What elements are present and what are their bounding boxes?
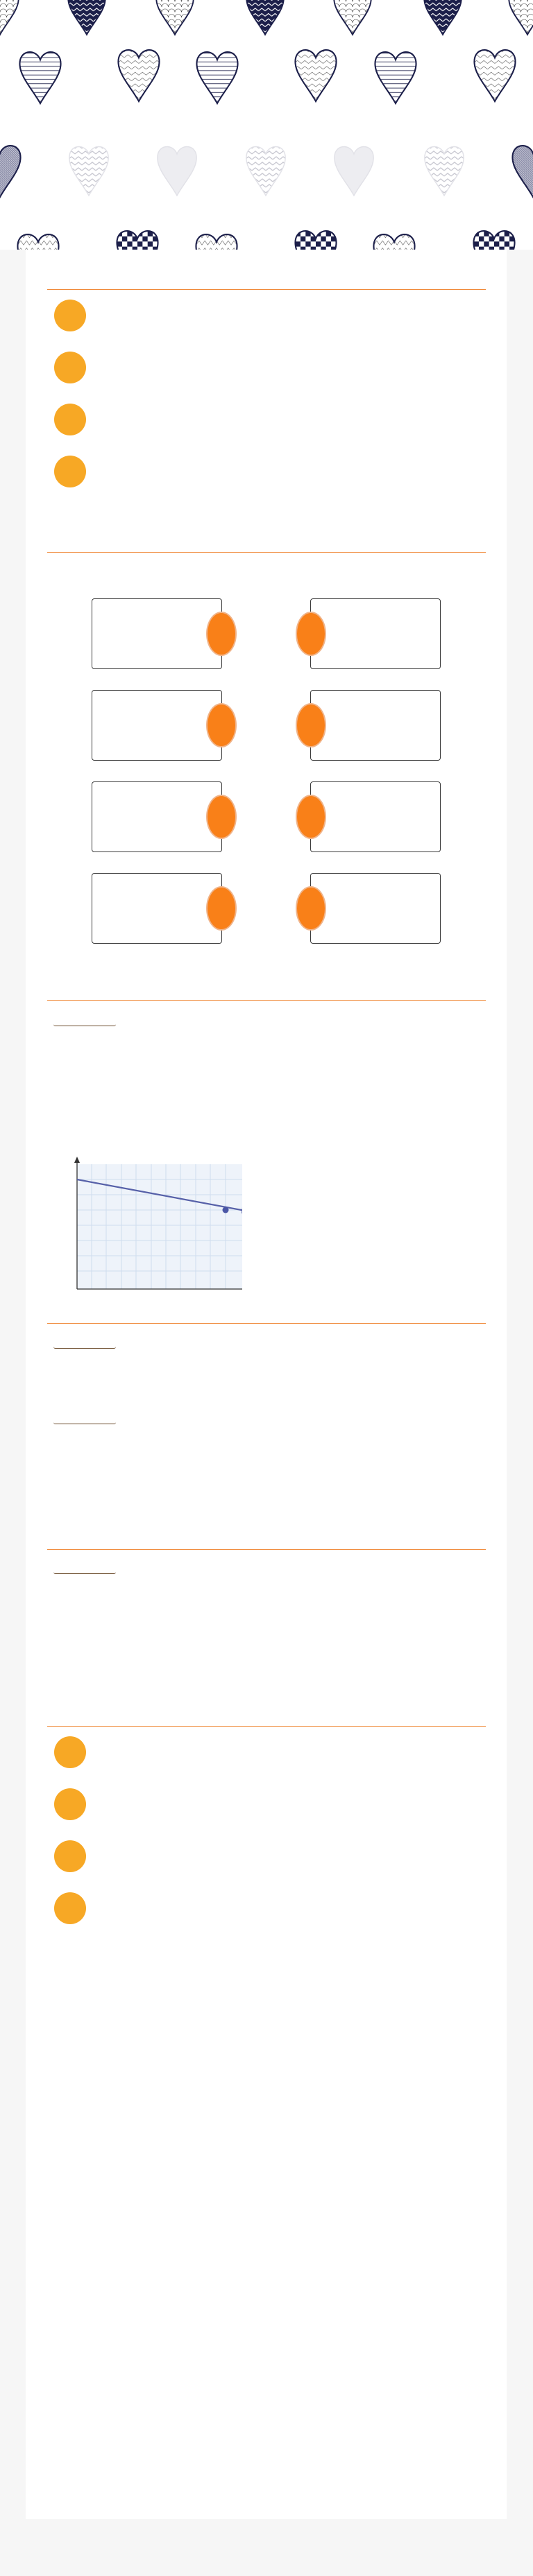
option-badge xyxy=(54,300,86,331)
fill-in-sentence xyxy=(47,1410,122,1424)
match-right-connector[interactable] xyxy=(296,886,326,931)
option-d[interactable] xyxy=(54,456,100,487)
divider xyxy=(47,289,486,290)
option-badge xyxy=(54,1840,86,1872)
fill-in-sentence xyxy=(47,1335,122,1349)
divider xyxy=(47,1726,486,1727)
match-right-connector[interactable] xyxy=(296,795,326,839)
match-left-item[interactable] xyxy=(92,598,222,669)
option-a[interactable] xyxy=(54,300,100,331)
option-b[interactable] xyxy=(54,1789,100,1819)
divider xyxy=(47,1000,486,1001)
fill-in-sentence xyxy=(47,1012,122,1026)
option-a[interactable] xyxy=(54,1737,100,1767)
match-left-item[interactable] xyxy=(92,781,222,852)
answer-blank[interactable] xyxy=(53,1410,116,1424)
fill-in-sentence xyxy=(47,1560,122,1574)
match-right-item[interactable] xyxy=(310,873,441,944)
hearts-pattern xyxy=(0,0,533,250)
match-right-connector[interactable] xyxy=(296,703,326,747)
option-d[interactable] xyxy=(54,1893,100,1924)
divider xyxy=(47,1323,486,1324)
match-left-connector[interactable] xyxy=(206,612,237,656)
option-badge xyxy=(54,1788,86,1820)
zipline-chart xyxy=(48,1155,242,1311)
option-badge xyxy=(54,456,86,487)
option-badge xyxy=(54,404,86,435)
data-point xyxy=(223,1207,229,1213)
option-b[interactable] xyxy=(54,352,100,383)
option-c[interactable] xyxy=(54,1841,100,1872)
match-left-item[interactable] xyxy=(92,873,222,944)
answer-blank[interactable] xyxy=(53,1560,116,1574)
worksheet-card xyxy=(26,250,507,2519)
match-right-connector[interactable] xyxy=(296,612,326,656)
option-badge xyxy=(54,1892,86,1924)
divider xyxy=(47,552,486,553)
answer-blank[interactable] xyxy=(53,1012,116,1026)
match-right-item[interactable] xyxy=(310,781,441,852)
match-left-connector[interactable] xyxy=(206,703,237,747)
header-banner xyxy=(0,0,533,250)
divider xyxy=(47,1549,486,1550)
match-left-connector[interactable] xyxy=(206,795,237,839)
match-right-item[interactable] xyxy=(310,598,441,669)
match-right-item[interactable] xyxy=(310,690,441,761)
option-badge xyxy=(54,1736,86,1768)
match-left-connector[interactable] xyxy=(206,886,237,931)
answer-blank[interactable] xyxy=(53,1335,116,1349)
match-left-item[interactable] xyxy=(92,690,222,761)
option-c[interactable] xyxy=(54,404,100,435)
option-badge xyxy=(54,352,86,383)
